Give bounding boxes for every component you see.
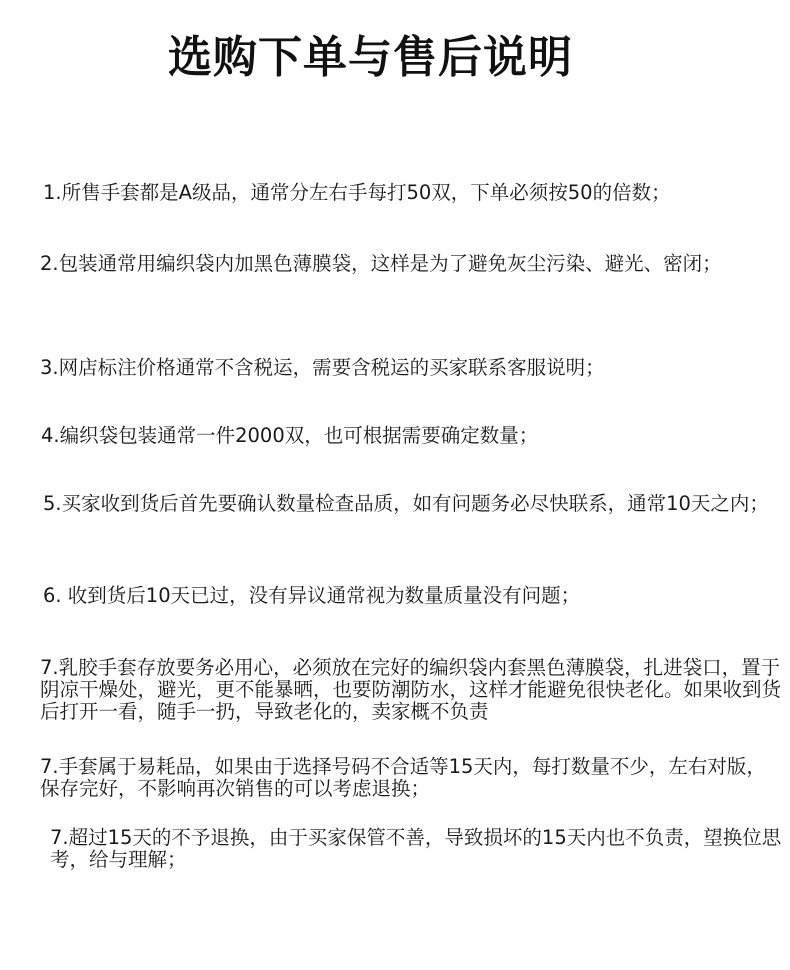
instruction-item-2: 2.包装通常用编织袋内加黑色薄膜袋，这样是为了避免灰尘污染、避光、密闭； (40, 252, 722, 275)
instruction-item-7-no-return: 7.超过15天的不予退换，由于买家保管不善，导致损坏的15天内也不负责，望换位思考，给与理解； (50, 826, 782, 871)
instruction-item-3: 3.网店标注价格通常不含税运，需要含税运的买家联系客服说明； (40, 356, 605, 379)
instruction-item-5: 5.买家收到货后首先要确认数量检查品质，如有问题务必尽快联系，通常10天之内； (43, 492, 769, 515)
instruction-item-4: 4.编织袋包装通常一件2000双，也可根据需要确定数量； (41, 424, 539, 447)
instruction-item-7-storage: 7.乳胶手套存放要务必用心，必须放在完好的编织袋内套黑色薄膜袋，扎进袋口，置于阴凉干燥处，避光，更不能暴晒，也要防潮防水，这样才能避免很快老化。如果收到货后打开一看，随手一扔，导致老化的，卖家概不负责 (40, 656, 782, 723)
instruction-item-6: 6. 收到货后10天已过，没有异议通常视为数量质量没有问题； (43, 584, 581, 607)
instruction-item-1: 1.所售手套都是A级品，通常分左右手每打50双，下单必须按50的倍数； (43, 181, 671, 204)
page-title: 选购下单与售后说明 (168, 32, 573, 83)
instruction-item-7-exchange: 7.手套属于易耗品，如果由于选择号码不合适等15天内，每打数量不少，左右对版，保存完好，不影响再次销售的可以考虑退换； (40, 755, 766, 800)
